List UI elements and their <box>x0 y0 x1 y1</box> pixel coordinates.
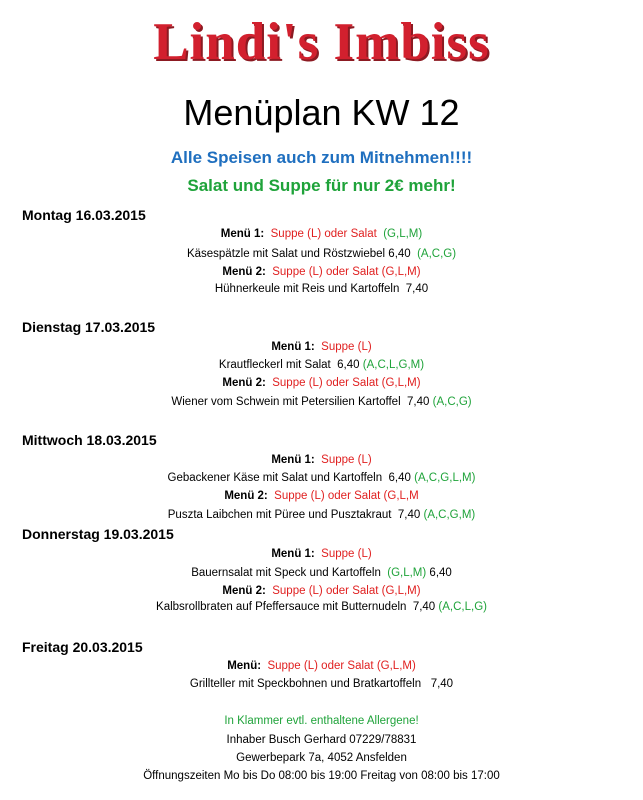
opening-hours: Öffnungszeiten Mo bis Do 08:00 bis 19:00 Freitag von 08:00 bis 17:00 <box>143 770 500 782</box>
salad-allergens: (G,L,M) <box>383 228 423 240</box>
day-heading-thursday: Donnerstag 19.03.2015 <box>22 526 174 542</box>
dish-line <box>0 601 643 613</box>
soup-label: Suppe <box>267 660 301 672</box>
dish-name: Krautfleckerl mit Salat <box>218 359 331 371</box>
soup-allergens: (L) <box>357 341 372 353</box>
dish-price: 7,40 <box>407 396 430 408</box>
salad-label: Salat <box>350 228 377 240</box>
address: Gewerbepark 7a, 4052 Ansfelden <box>236 752 407 764</box>
dish-name: Puszta Laibchen mit Püree und Pusztakraut <box>167 509 392 521</box>
soup-allergens: (L) <box>308 266 323 278</box>
dish-allergens: (A,C,G) <box>432 396 472 408</box>
menu-label: Menü 1: <box>271 454 315 466</box>
dish-price: 7,40 <box>397 509 421 521</box>
day-heading-monday: Montag 16.03.2015 <box>22 207 146 223</box>
soup-allergens: (L) <box>310 490 325 502</box>
soup-allergens: (L) <box>357 454 372 466</box>
menu-option-line <box>0 266 643 278</box>
soup-label: Suppe <box>321 548 355 560</box>
menu-option-line <box>0 377 643 389</box>
dish-allergens: (G,L,M) <box>387 567 427 579</box>
dish-price: 6,40 <box>429 567 452 579</box>
soup-label: Suppe <box>321 341 355 353</box>
dish-name: Käsespätzle mit Salat und Röstzwiebel <box>186 248 386 260</box>
or-label: oder <box>325 585 349 597</box>
dish-allergens: (A,C,G,L,M) <box>414 472 476 484</box>
menu-option-line <box>0 585 643 597</box>
or-label: oder <box>325 266 349 278</box>
or-label: oder <box>321 660 345 672</box>
day-heading-tuesday: Dienstag 17.03.2015 <box>22 319 156 335</box>
dish-name: Gebackener Käse mit Salat und Kartoffeln <box>167 472 383 484</box>
menu-label: Menü: <box>227 660 262 672</box>
soup-allergens: (L) <box>308 585 323 597</box>
salad-allergens: (G,L,M) <box>376 660 416 672</box>
soup-label: Suppe <box>272 266 306 278</box>
dish-price: 7,40 <box>405 283 429 295</box>
menu-label: Menü 1: <box>271 548 315 560</box>
dish-line <box>0 678 643 690</box>
dish-line <box>0 472 643 484</box>
or-label: oder <box>325 377 349 389</box>
menu-plan-heading: Menüplan KW 12 <box>183 92 460 133</box>
dish-allergens: (A,C,L,G,M) <box>362 359 425 371</box>
day-heading-wednesday: Mittwoch 18.03.2015 <box>22 432 157 448</box>
dish-allergens: (A,C,G) <box>417 248 457 260</box>
dish-line <box>0 509 643 521</box>
menu-label: Menü 2: <box>222 266 266 278</box>
dish-name: Wiener vom Schwein mit Petersilien Kartoffel <box>171 396 401 408</box>
dish-price: 6,40 <box>388 472 411 484</box>
allergen-note: In Klammer evtl. enthaltene Allergene! <box>224 715 419 727</box>
dish-name: Grillteller mit Speckbohnen und Bratkartoffeln <box>189 678 422 690</box>
salad-soup-offer: Salat und Suppe für nur 2€ mehr! <box>187 176 456 195</box>
dish-price: 7,40 <box>430 678 454 690</box>
dish-line <box>0 359 643 371</box>
soup-label: Suppe <box>274 490 308 502</box>
menu-option-line <box>0 341 643 353</box>
menu-label: Menü 2: <box>222 585 266 597</box>
day-heading-friday: Freitag 20.03.2015 <box>22 639 143 655</box>
dish-line <box>0 248 643 260</box>
menu-option-line <box>0 454 643 466</box>
salad-label: Salat <box>352 585 379 597</box>
soup-label: Suppe <box>270 228 304 240</box>
salad-label: Salat <box>352 377 379 389</box>
salad-allergens: (G,L,M) <box>381 266 421 278</box>
soup-allergens: (L) <box>303 660 318 672</box>
salad-allergens: (G,L,M) <box>381 377 421 389</box>
soup-label: Suppe <box>272 377 306 389</box>
soup-allergens: (L) <box>308 377 323 389</box>
soup-label: Suppe <box>321 454 355 466</box>
salad-label: Salat <box>347 660 374 672</box>
soup-allergens: (L) <box>307 228 322 240</box>
salad-label: Salat <box>352 266 379 278</box>
or-label: oder <box>324 228 348 240</box>
dish-allergens: (A,C,L,G) <box>438 601 487 613</box>
dish-line <box>0 283 643 295</box>
takeaway-note: Alle Speisen auch zum Mitnehmen!!!! <box>170 148 473 167</box>
menu-label: Menü 1: <box>271 341 315 353</box>
soup-label: Suppe <box>272 585 306 597</box>
dish-allergens: (A,C,G,M) <box>423 509 476 521</box>
restaurant-title: Lindi's Imbiss <box>153 13 490 71</box>
menu-label: Menü 2: <box>224 490 268 502</box>
or-label: oder <box>327 490 351 502</box>
owner-info: Inhaber Busch Gerhard 07229/78831 <box>226 734 417 746</box>
menu-label: Menü 1: <box>220 228 265 240</box>
salad-label: Salat <box>354 490 381 502</box>
salad-allergens: (G,L,M <box>383 490 419 502</box>
dish-line <box>0 567 643 579</box>
dish-price: 6,40 <box>388 248 411 260</box>
menu-option-line <box>0 228 643 240</box>
dish-name: Kalbsrollbraten auf Pfeffersauce mit Butternudeln <box>156 601 407 613</box>
menu-option-line <box>0 548 643 560</box>
dish-name: Hühnerkeule mit Reis und Kartoffeln <box>214 283 400 295</box>
dish-price: 6,40 <box>337 359 360 371</box>
dish-line <box>0 396 643 408</box>
dish-name: Bauernsalat mit Speck und Kartoffeln <box>191 567 381 579</box>
menu-option-line <box>0 660 643 672</box>
menu-option-line <box>0 490 643 502</box>
salad-allergens: (G,L,M) <box>381 585 421 597</box>
soup-allergens: (L) <box>357 548 372 560</box>
dish-price: 7,40 <box>412 601 436 613</box>
menu-label: Menü 2: <box>222 377 266 389</box>
